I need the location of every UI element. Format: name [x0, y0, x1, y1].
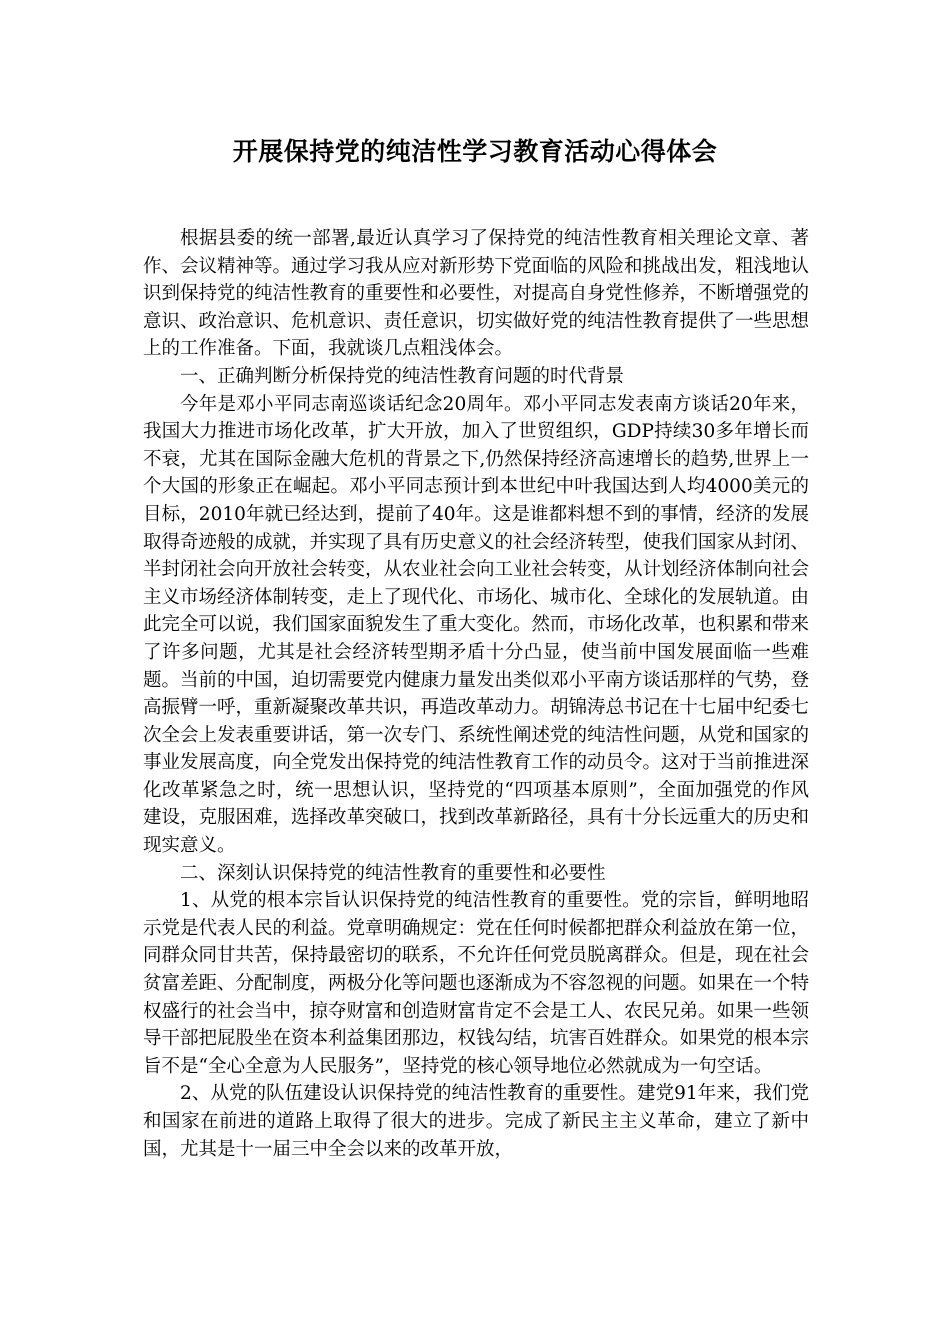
paragraph-point-1: 1、从党的根本宗旨认识保持党的纯洁性教育的重要性。党的宗旨，鲜明地昭示党是代表人民的利益。党章明确规定：党在任何时候都把群众利益放在第一位，同群众同甘共苦，保持最密切的联系，不允许任何党员脱离群众。但是，现在社会贫富差距、分配制度，两极分化等问题也逐渐成为不容忽视的问题。如果在一个特权盛行的社会当中，掠夺财富和创造财富肯定不会是工人、农民兄弟。如果一些领导干部把屁股坐在资本利益集团那边，权钱勾结，坑害百姓群众。如果党的根本宗旨不是“全心全意为人民服务”，坚持党的核心领导地位必然就成为一句空话。 — [143, 890, 810, 1077]
paragraph-intro: 根据县委的统一部署,最近认真学习了保持党的纯洁性教育相关理论文章、著作、会议精神等。通过学习我从应对新形势下党面临的风险和挑战出发，粗浅地认识到保持党的纯洁性教育的重要性和必要性，对提高自身党性修养，不断增强党的意识、政治意识、危机意识、责任意识，切实做好党的纯洁性教育提供了一些思想上的工作准备。下面，我就谈几点粗浅体会。 — [143, 228, 810, 360]
section-heading-1: 一、正确判断分析保持党的纯洁性教育问题的时代背景 — [180, 365, 625, 387]
paragraph-background: 今年是邓小平同志南巡谈话纪念20周年。邓小平同志发表南方谈话20年来，我国大力推进市场化改革，扩大开放，加入了世贸组织，GDP持续30多年增长而不衰，尤其在国际金融大危机的背景之下,仍然保持经济高速增长的趋势,世界上一个大国的形象正在崛起。邓小平同志预计到本世纪中叶我国达到人均4000美元的目标，2010年就已经达到，提前了40年。这是谁都料想不到的事情，经济的发展取得奇迹般的成就，并实现了具有历史意义的社会经济转型，使我们国家从封闭、半封闭社会向开放社会转变，从农业社会向工业社会转变，从计划经济体制向社会主义市场经济体制转变，走上了现代化、市场化、城市化、全球化的发展轨道。由此完全可以说，我们国家面貌发生了重大变化。然而，市场化改革，也积累和带来了许多问题，尤其是社会经济转型期矛盾十分凸显，使当前中国发展面临一些难题。当前的中国，迫切需要党内健康力量发出类似邓小平南方谈话那样的气势，登高振臂一呼，重新凝聚改革共识，再造改革动力。胡锦涛总书记在十七届中纪委七次全会上发表重要讲话，第一次专门、系统性阐述党的纯洁性问题，从党和国家的事业发展高度，向全党发出保持党的纯洁性教育工作的动员令。这对于当前推进深化改革紧急之时，统一思想认识，坚持党的“四项基本原则”，全面加强党的作风建设，克服困难，选择改革突破口，找到改革新路径，具有十分长远重大的历史和现实意义。 — [143, 393, 810, 857]
paragraph-point-2: 2、从党的队伍建设认识保持党的纯洁性教育的重要性。建党91年来，我们党和国家在前进的道路上取得了很大的进步。完成了新民主主义革命，建立了新中国，尤其是十一届三中全会以来的改革开放， — [143, 1083, 809, 1160]
document-title: 开展保持党的纯洁性学习教育活动心得体会 — [232, 137, 718, 166]
document-body — [143, 225, 809, 1163]
section-heading-2: 二、深刻认识保持党的纯洁性教育的重要性和必要性 — [180, 862, 606, 884]
